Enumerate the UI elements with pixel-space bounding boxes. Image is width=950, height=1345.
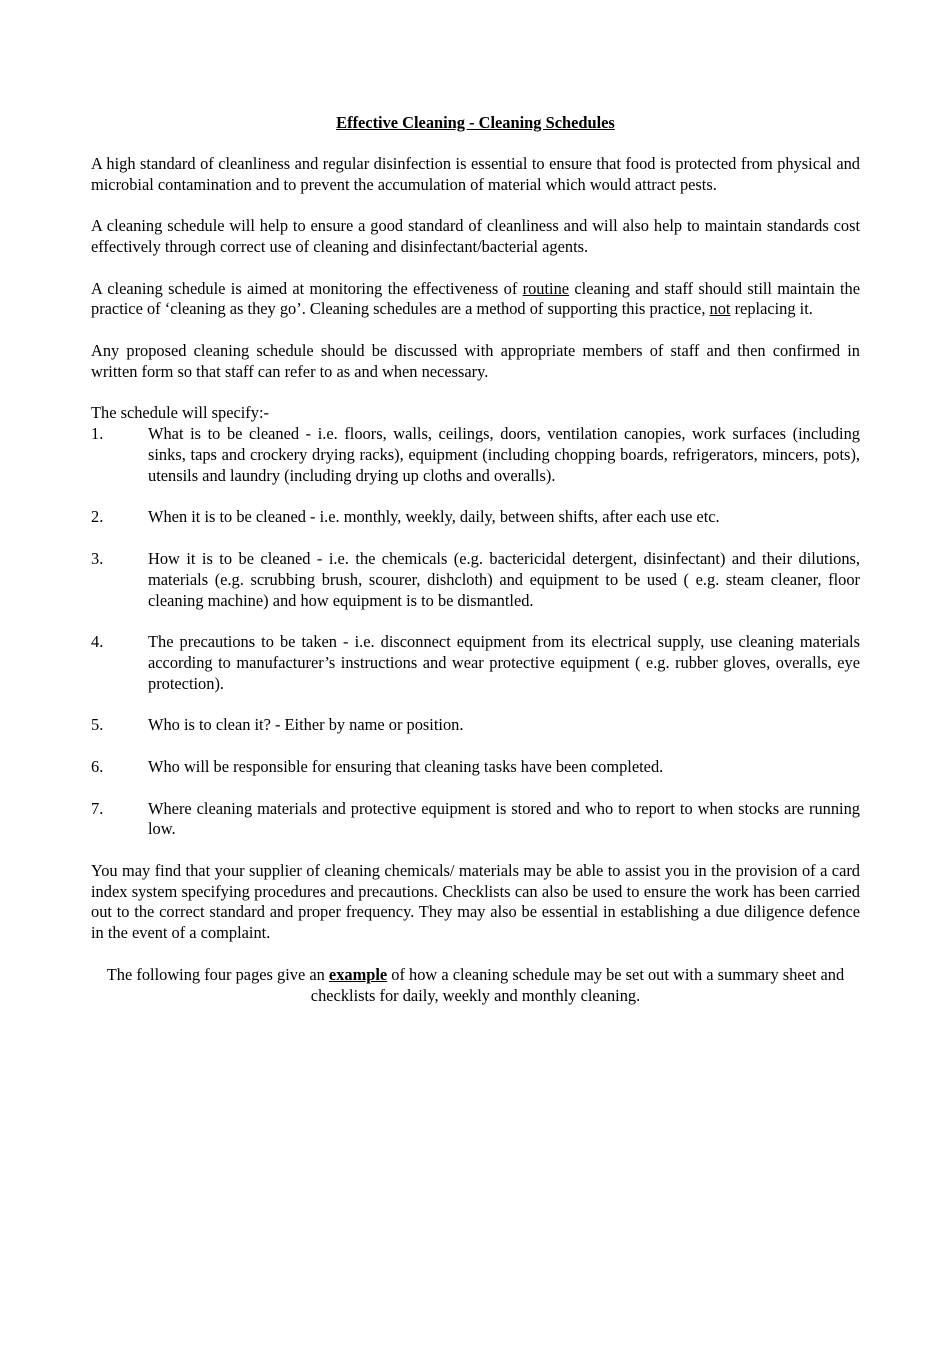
not-emphasis: not	[709, 299, 731, 319]
list-item	[91, 424, 860, 486]
paragraph-cleanliness: A high standard of cleanliness and regular disinfection is essential to ensure that food is protected from physical and microbial contamination and to prevent the accumulation of material which would attract pests.	[91, 153, 860, 194]
document-page	[91, 113, 860, 1027]
list-text: The precautions to be taken - i.e. disconnect equipment from its electrical supply, use cleaning materials according to manufacturer’s instructions and wear protective equipment ( e.g. rubber gloves, overalls, eye protection).	[148, 632, 860, 693]
list-item	[91, 549, 860, 611]
list-number: 4.	[91, 632, 104, 652]
list-number: 7.	[91, 798, 104, 818]
closing-paragraph	[91, 965, 860, 1007]
paragraph-supplier: You may find that your supplier of cleaning chemicals/ materials may be able to assist you in the provision of a card index system specifying procedures and precautions. Checklists can also be used to ensure the work has been carried out to the correct standard and proper frequency. They may also be essential in establishing a due diligence defence in the event of a complaint.	[91, 860, 860, 943]
list-item	[91, 507, 860, 528]
list-number: 3.	[91, 548, 104, 568]
routine-emphasis: routine	[522, 278, 570, 298]
paragraph-schedule-benefit: A cleaning schedule will help to ensure a good standard of cleanliness and will also help to maintain standards cost effectively through correct use of cleaning and disinfectant/bacterial agents.	[91, 216, 860, 256]
list-text: What is to be cleaned - i.e. floors, walls, ceilings, doors, ventilation canopies, work surfaces (including sinks, taps and crockery drying racks), equipment (including chopping boards, refrigerators, mincers, pots), utensils and laundry (including drying up cloths and overalls).	[148, 424, 860, 485]
schedule-list	[91, 424, 860, 840]
closing-text-b: of how a cleaning schedule may be set out with a summary sheet and checklists for daily, weekly and monthly cleaning.	[310, 964, 845, 1005]
list-text: When it is to be cleaned - i.e. monthly, weekly, daily, between shifts, after each use etc.	[148, 507, 720, 527]
list-number: 2.	[91, 507, 104, 527]
list-number: 1.	[91, 424, 104, 444]
paragraph-routine-cleaning	[91, 279, 860, 321]
p3-text-b: cleaning and staff should still maintain the practice of ‘cleaning as they go’. Cleaning schedules are a method of supporting this practice,	[91, 278, 860, 319]
list-number: 6.	[91, 756, 104, 776]
closing-text-a: The following four pages give an	[106, 964, 329, 984]
list-text: How it is to be cleaned - i.e. the chemicals (e.g. bactericidal detergent, disinfectant) and their dilutions, materials (e.g. scrubbing brush, scourer, dishcloth) and equipment to be used ( e.g. steam cleaner, floor cleaning machine) and how equipment is to be dismantled.	[148, 548, 860, 610]
p3-text-c: replacing it.	[730, 299, 813, 319]
p3-text-a: A cleaning schedule is aimed at monitoring the effectiveness of	[91, 278, 523, 298]
list-text: Who will be responsible for ensuring that cleaning tasks have been completed.	[148, 756, 664, 776]
list-intro: The schedule will specify:-	[91, 403, 269, 423]
list-text: Who is to clean it? - Either by name or position.	[148, 715, 464, 735]
list-item	[91, 799, 860, 841]
paragraph-proposed-schedule: Any proposed cleaning schedule should be discussed with appropriate members of staff and then confirmed in written form so that staff can refer to as and when necessary.	[91, 340, 860, 381]
list-item	[91, 632, 860, 694]
list-item	[91, 715, 860, 736]
list-item	[91, 757, 860, 778]
list-text: Where cleaning materials and protective equipment is stored and who to report to when stocks are running low.	[148, 798, 860, 839]
list-number: 5.	[91, 715, 104, 735]
page-title: Effective Cleaning - Cleaning Schedules	[336, 113, 615, 132]
example-emphasis: example	[328, 964, 388, 984]
